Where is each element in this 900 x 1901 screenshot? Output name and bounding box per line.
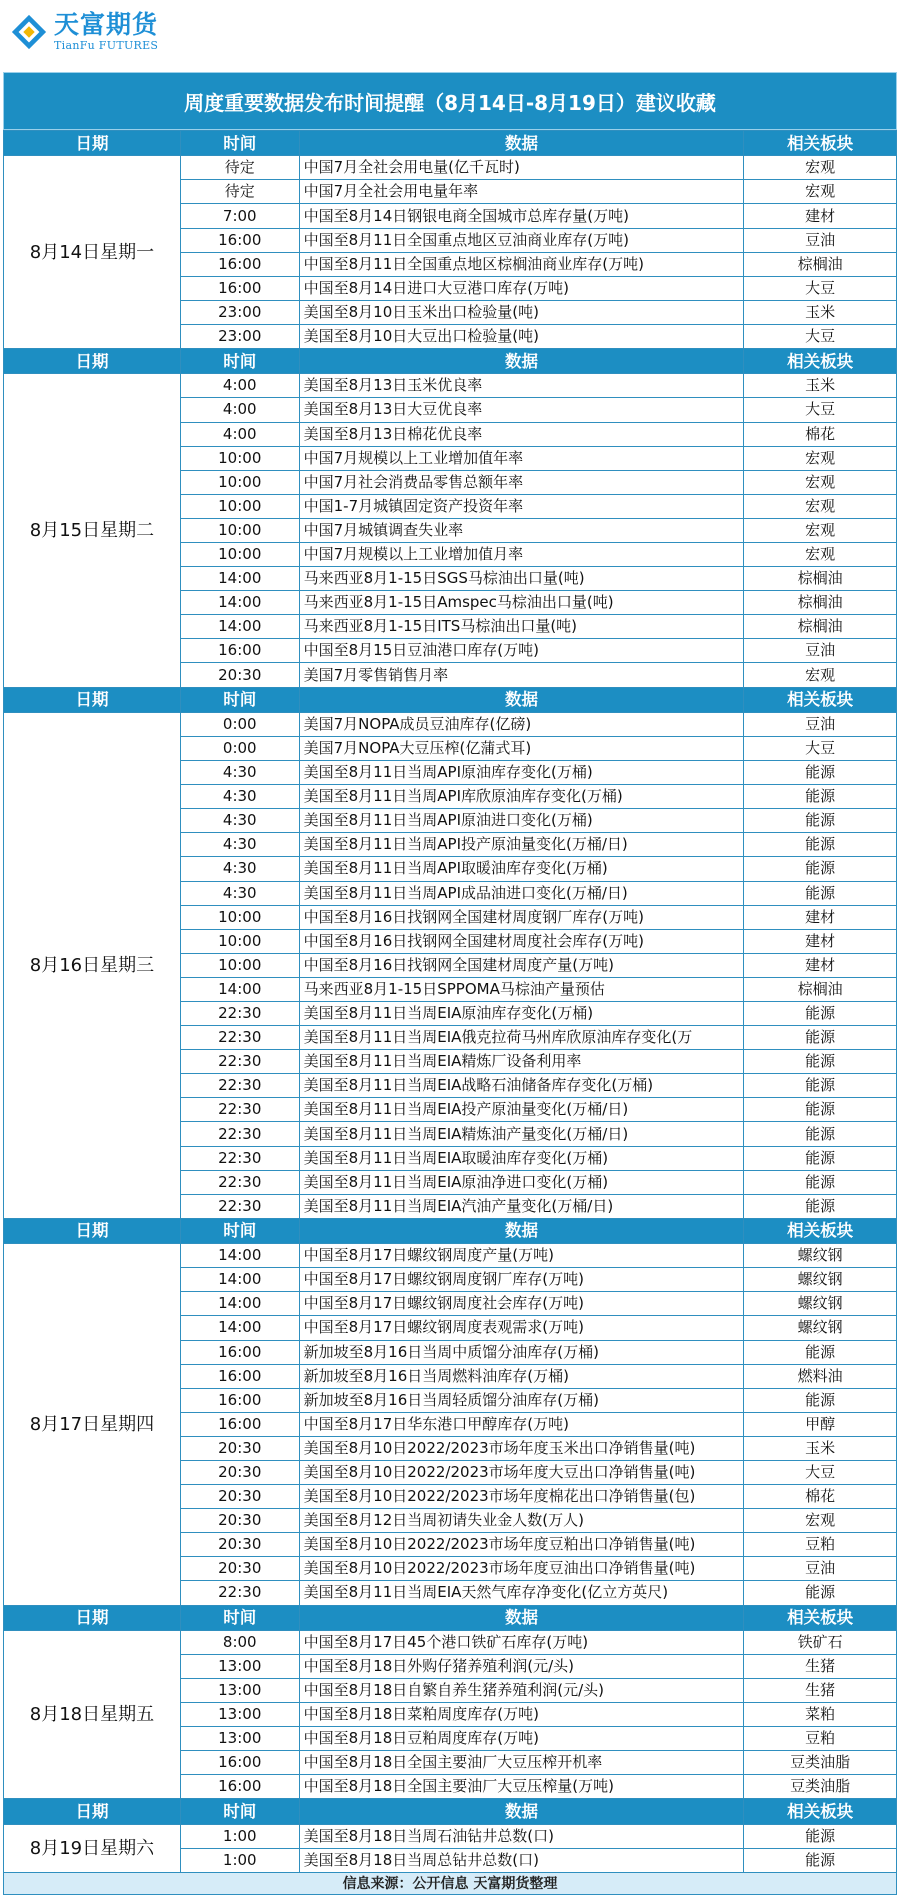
sector-tag: 菜粕	[744, 1703, 897, 1727]
section-header-row	[4, 1218, 897, 1243]
data-item: 中国7月规模以上工业增加值年率	[299, 446, 744, 470]
release-time: 14:00	[180, 591, 299, 615]
sector-tag: 豆油	[744, 1557, 897, 1581]
sector-tag: 大豆	[744, 324, 897, 348]
data-item: 美国至8月11日当周EIA天然气库存净变化(亿立方英尺)	[299, 1581, 744, 1605]
release-time: 4:00	[180, 422, 299, 446]
data-item: 美国至8月11日当周EIA原油库存变化(万桶)	[299, 1001, 744, 1025]
header-item: 数据	[299, 1799, 744, 1824]
sector-tag: 豆粕	[744, 1533, 897, 1557]
table-row	[4, 374, 897, 398]
data-item: 美国至8月13日大豆优良率	[299, 398, 744, 422]
data-item: 美国至8月18日当周总钻井总数(口)	[299, 1848, 744, 1872]
data-item: 美国至8月11日当周EIA投产原油量变化(万桶/日)	[299, 1098, 744, 1122]
data-item: 中国至8月17日螺纹钢周度表观需求(万吨)	[299, 1316, 744, 1340]
sector-tag: 能源	[744, 785, 897, 809]
data-item: 马来西亚8月1-15日Amspec马棕油出口量(吨)	[299, 591, 744, 615]
sector-tag: 棕榈油	[744, 977, 897, 1001]
release-time: 4:00	[180, 374, 299, 398]
release-time: 4:30	[180, 857, 299, 881]
sector-tag: 玉米	[744, 374, 897, 398]
sector-tag: 宏观	[744, 156, 897, 180]
release-time: 10:00	[180, 446, 299, 470]
release-time: 20:30	[180, 1436, 299, 1460]
data-item: 美国7月零售销售月率	[299, 663, 744, 687]
section-header-row	[4, 687, 897, 712]
release-time: 22:30	[180, 1026, 299, 1050]
header-time: 时间	[180, 1605, 299, 1630]
data-item: 中国1-7月城镇固定资产投资年率	[299, 494, 744, 518]
table-row	[4, 1244, 897, 1268]
release-time: 10:00	[180, 494, 299, 518]
data-item: 中国7月社会消费品零售总额年率	[299, 470, 744, 494]
release-time: 16:00	[180, 1364, 299, 1388]
data-item: 中国至8月17日华东港口甲醇库存(万吨)	[299, 1412, 744, 1436]
header-sector: 相关板块	[744, 1799, 897, 1824]
data-item: 中国至8月16日找钢网全国建材周度社会库存(万吨)	[299, 929, 744, 953]
release-time: 待定	[180, 156, 299, 180]
sector-tag: 棕榈油	[744, 567, 897, 591]
data-item: 美国至8月10日2022/2023市场年度棉花出口净销售量(包)	[299, 1485, 744, 1509]
release-time: 20:30	[180, 1533, 299, 1557]
section-header-row	[4, 1799, 897, 1824]
sector-tag: 能源	[744, 1194, 897, 1218]
release-time: 22:30	[180, 1146, 299, 1170]
sector-tag: 豆类油脂	[744, 1775, 897, 1799]
data-item: 中国至8月14日钢银电商全国城市总库存量(万吨)	[299, 204, 744, 228]
header-date: 日期	[4, 1799, 181, 1824]
brand-logo[interactable]	[10, 12, 158, 51]
table-row	[4, 156, 897, 180]
release-time: 16:00	[180, 1751, 299, 1775]
data-item: 马来西亚8月1-15日SPPOMA马棕油产量预估	[299, 977, 744, 1001]
release-time: 22:30	[180, 1122, 299, 1146]
data-item: 美国至8月10日2022/2023市场年度豆油出口净销售量(吨)	[299, 1557, 744, 1581]
sector-tag: 豆油	[744, 712, 897, 736]
header-item: 数据	[299, 1218, 744, 1243]
release-time: 23:00	[180, 324, 299, 348]
sector-tag: 能源	[744, 1122, 897, 1146]
data-item: 美国至8月11日当周EIA汽油产量变化(万桶/日)	[299, 1194, 744, 1218]
data-item: 美国至8月12日当周初请失业金人数(万人)	[299, 1509, 744, 1533]
day-label: 8月16日星期三	[4, 712, 181, 1218]
header-sector: 相关板块	[744, 131, 897, 156]
sector-tag: 宏观	[744, 543, 897, 567]
data-item: 马来西亚8月1-15日SGS马棕油出口量(吨)	[299, 567, 744, 591]
data-item: 中国至8月16日找钢网全国建材周度产量(万吨)	[299, 953, 744, 977]
header-date: 日期	[4, 687, 181, 712]
sector-tag: 宏观	[744, 470, 897, 494]
header-date: 日期	[4, 131, 181, 156]
data-item: 美国至8月11日当周API成品油进口变化(万桶/日)	[299, 881, 744, 905]
sector-tag: 螺纹钢	[744, 1268, 897, 1292]
data-item: 美国至8月11日当周API库欣原油库存变化(万桶)	[299, 785, 744, 809]
header-sector: 相关板块	[744, 1605, 897, 1630]
data-item: 中国至8月18日外购仔猪养殖利润(元/头)	[299, 1654, 744, 1678]
day-label: 8月15日星期二	[4, 374, 181, 687]
data-item: 中国7月全社会用电量(亿千瓦时)	[299, 156, 744, 180]
release-time: 10:00	[180, 470, 299, 494]
release-time: 14:00	[180, 1268, 299, 1292]
release-time: 4:30	[180, 833, 299, 857]
data-item: 中国至8月18日豆粕周度库存(万吨)	[299, 1727, 744, 1751]
sector-tag: 生猪	[744, 1679, 897, 1703]
data-item: 美国至8月13日棉花优良率	[299, 422, 744, 446]
release-time: 待定	[180, 180, 299, 204]
sector-tag: 螺纹钢	[744, 1292, 897, 1316]
release-time: 22:30	[180, 1074, 299, 1098]
data-item: 美国7月NOPA成员豆油库存(亿磅)	[299, 712, 744, 736]
release-time: 23:00	[180, 300, 299, 324]
release-time: 10:00	[180, 905, 299, 929]
data-item: 中国7月全社会用电量年率	[299, 180, 744, 204]
sector-tag: 建材	[744, 953, 897, 977]
sector-tag: 燃料油	[744, 1364, 897, 1388]
data-item: 美国至8月11日当周EIA精炼油产量变化(万桶/日)	[299, 1122, 744, 1146]
header-time: 时间	[180, 687, 299, 712]
sector-tag: 棕榈油	[744, 615, 897, 639]
release-time: 22:30	[180, 1050, 299, 1074]
release-time: 22:30	[180, 1098, 299, 1122]
header-item: 数据	[299, 349, 744, 374]
sector-tag: 玉米	[744, 1436, 897, 1460]
sector-tag: 能源	[744, 1098, 897, 1122]
sector-tag: 能源	[744, 1146, 897, 1170]
release-time: 10:00	[180, 929, 299, 953]
release-time: 1:00	[180, 1848, 299, 1872]
table-row	[4, 1824, 897, 1848]
sector-tag: 大豆	[744, 276, 897, 300]
sector-tag: 大豆	[744, 736, 897, 760]
release-time: 13:00	[180, 1727, 299, 1751]
data-item: 美国至8月11日当周API取暖油库存变化(万桶)	[299, 857, 744, 881]
sector-tag: 能源	[744, 1848, 897, 1872]
data-item: 美国至8月11日当周API原油库存变化(万桶)	[299, 761, 744, 785]
sector-tag: 建材	[744, 204, 897, 228]
sector-tag: 能源	[744, 1340, 897, 1364]
release-time: 0:00	[180, 712, 299, 736]
sector-tag: 能源	[744, 1050, 897, 1074]
sector-tag: 宏观	[744, 663, 897, 687]
data-item: 美国至8月10日2022/2023市场年度玉米出口净销售量(吨)	[299, 1436, 744, 1460]
header-item: 数据	[299, 687, 744, 712]
brand-name-en: TianFu FUTURES	[54, 39, 159, 52]
sector-tag: 玉米	[744, 300, 897, 324]
data-item: 新加坡至8月16日当周轻质馏分油库存(万桶)	[299, 1388, 744, 1412]
release-time: 14:00	[180, 567, 299, 591]
release-time: 20:30	[180, 1485, 299, 1509]
sector-tag: 铁矿石	[744, 1630, 897, 1654]
data-item: 美国至8月10日大豆出口检验量(吨)	[299, 324, 744, 348]
sector-tag: 宏观	[744, 518, 897, 542]
data-item: 中国至8月16日找钢网全国建材周度钢厂库存(万吨)	[299, 905, 744, 929]
sector-tag: 棕榈油	[744, 591, 897, 615]
header-time: 时间	[180, 131, 299, 156]
header-time: 时间	[180, 1218, 299, 1243]
header-item: 数据	[299, 1605, 744, 1630]
sector-tag: 建材	[744, 905, 897, 929]
release-time: 16:00	[180, 276, 299, 300]
release-time: 16:00	[180, 639, 299, 663]
sector-tag: 棉花	[744, 1485, 897, 1509]
sector-tag: 能源	[744, 881, 897, 905]
data-item: 新加坡至8月16日当周燃料油库存(万桶)	[299, 1364, 744, 1388]
release-time: 22:30	[180, 1194, 299, 1218]
data-item: 中国至8月11日全国重点地区棕榈油商业库存(万吨)	[299, 252, 744, 276]
release-time: 7:00	[180, 204, 299, 228]
sector-tag: 甲醇	[744, 1412, 897, 1436]
data-item: 美国至8月11日当周EIA俄克拉荷马州库欣原油库存变化(万	[299, 1026, 744, 1050]
sector-tag: 豆油	[744, 228, 897, 252]
day-label: 8月14日星期一	[4, 156, 181, 349]
release-time: 10:00	[180, 953, 299, 977]
source-footer: 信息来源：公开信息 天富期货整理	[3, 1873, 897, 1895]
release-time: 16:00	[180, 228, 299, 252]
data-item: 中国至8月18日全国主要油厂大豆压榨量(万吨)	[299, 1775, 744, 1799]
release-time: 16:00	[180, 252, 299, 276]
release-time: 4:30	[180, 761, 299, 785]
sector-tag: 豆粕	[744, 1727, 897, 1751]
sector-tag: 大豆	[744, 398, 897, 422]
sector-tag: 能源	[744, 1388, 897, 1412]
section-header-row	[4, 349, 897, 374]
data-item: 美国至8月10日2022/2023市场年度大豆出口净销售量(吨)	[299, 1460, 744, 1484]
data-item: 马来西亚8月1-15日ITS马棕油出口量(吨)	[299, 615, 744, 639]
header-time: 时间	[180, 349, 299, 374]
table-row	[4, 1630, 897, 1654]
data-item: 中国至8月17日螺纹钢周度产量(万吨)	[299, 1244, 744, 1268]
sector-tag: 能源	[744, 809, 897, 833]
release-time: 4:30	[180, 785, 299, 809]
sector-tag: 豆类油脂	[744, 1751, 897, 1775]
release-time: 13:00	[180, 1703, 299, 1727]
data-item: 中国至8月18日自繁自养生猪养殖利润(元/头)	[299, 1679, 744, 1703]
release-time: 16:00	[180, 1388, 299, 1412]
sector-tag: 螺纹钢	[744, 1244, 897, 1268]
table-row	[4, 712, 897, 736]
page-title: 周度重要数据发布时间提醒（8月14日-8月19日）建议收藏	[3, 72, 897, 130]
release-time: 14:00	[180, 615, 299, 639]
release-time: 10:00	[180, 543, 299, 567]
header-item: 数据	[299, 131, 744, 156]
sector-tag: 宏观	[744, 180, 897, 204]
sector-tag: 能源	[744, 1581, 897, 1605]
data-item: 中国至8月17日螺纹钢周度社会库存(万吨)	[299, 1292, 744, 1316]
sector-tag: 螺纹钢	[744, 1316, 897, 1340]
schedule-table	[3, 130, 897, 1873]
sector-tag: 宏观	[744, 446, 897, 470]
data-item: 美国至8月10日2022/2023市场年度豆粕出口净销售量(吨)	[299, 1533, 744, 1557]
data-item: 美国至8月10日玉米出口检验量(吨)	[299, 300, 744, 324]
release-time: 16:00	[180, 1412, 299, 1436]
release-time: 1:00	[180, 1824, 299, 1848]
release-time: 8:00	[180, 1630, 299, 1654]
release-time: 4:30	[180, 881, 299, 905]
header-sector: 相关板块	[744, 687, 897, 712]
data-item: 中国至8月18日全国主要油厂大豆压榨开机率	[299, 1751, 744, 1775]
data-item: 美国至8月13日玉米优良率	[299, 374, 744, 398]
sector-tag: 棉花	[744, 422, 897, 446]
release-time: 20:30	[180, 1509, 299, 1533]
day-label: 8月19日星期六	[4, 1824, 181, 1872]
release-time: 13:00	[180, 1679, 299, 1703]
data-item: 中国至8月15日豆油港口库存(万吨)	[299, 639, 744, 663]
data-item: 美国至8月11日当周API原油进口变化(万桶)	[299, 809, 744, 833]
header-sector: 相关板块	[744, 1218, 897, 1243]
sector-tag: 能源	[744, 1170, 897, 1194]
data-item: 中国至8月14日进口大豆港口库存(万吨)	[299, 276, 744, 300]
sector-tag: 大豆	[744, 1460, 897, 1484]
release-time: 0:00	[180, 736, 299, 760]
sector-tag: 豆油	[744, 639, 897, 663]
sector-tag: 能源	[744, 857, 897, 881]
sector-tag: 宏观	[744, 494, 897, 518]
data-item: 新加坡至8月16日当周中质馏分油库存(万桶)	[299, 1340, 744, 1364]
data-item: 美国至8月11日当周API投产原油量变化(万桶/日)	[299, 833, 744, 857]
release-time: 16:00	[180, 1340, 299, 1364]
sector-tag: 宏观	[744, 1509, 897, 1533]
sector-tag: 能源	[744, 1074, 897, 1098]
header-date: 日期	[4, 349, 181, 374]
release-time: 13:00	[180, 1654, 299, 1678]
release-time: 22:30	[180, 1170, 299, 1194]
sector-tag: 生猪	[744, 1654, 897, 1678]
release-time: 16:00	[180, 1775, 299, 1799]
data-item: 美国至8月11日当周EIA战略石油储备库存变化(万桶)	[299, 1074, 744, 1098]
brand-name: 天富期货	[54, 10, 159, 39]
header-sector: 相关板块	[744, 349, 897, 374]
release-time: 14:00	[180, 977, 299, 1001]
release-time: 22:30	[180, 1001, 299, 1025]
data-item: 中国至8月18日菜粕周度库存(万吨)	[299, 1703, 744, 1727]
sector-tag: 能源	[744, 833, 897, 857]
data-item: 美国至8月11日当周EIA精炼厂设备利用率	[299, 1050, 744, 1074]
header-date: 日期	[4, 1218, 181, 1243]
header	[0, 0, 900, 72]
sector-tag: 能源	[744, 1824, 897, 1848]
day-label: 8月18日星期五	[4, 1630, 181, 1799]
day-label: 8月17日星期四	[4, 1244, 181, 1605]
header-date: 日期	[4, 1605, 181, 1630]
release-time: 4:30	[180, 809, 299, 833]
release-time: 20:30	[180, 663, 299, 687]
release-time: 14:00	[180, 1244, 299, 1268]
section-header-row	[4, 1605, 897, 1630]
brand-diamond-icon	[10, 13, 48, 51]
release-time: 4:00	[180, 398, 299, 422]
data-item: 美国至8月18日当周石油钻井总数(口)	[299, 1824, 744, 1848]
data-item: 中国7月城镇调查失业率	[299, 518, 744, 542]
release-time: 14:00	[180, 1292, 299, 1316]
release-time: 10:00	[180, 518, 299, 542]
section-header-row	[4, 131, 897, 156]
data-item: 美国7月NOPA大豆压榨(亿蒲式耳)	[299, 736, 744, 760]
data-item: 中国至8月11日全国重点地区豆油商业库存(万吨)	[299, 228, 744, 252]
release-time: 20:30	[180, 1460, 299, 1484]
data-item: 中国至8月17日45个港口铁矿石库存(万吨)	[299, 1630, 744, 1654]
header-time: 时间	[180, 1799, 299, 1824]
sector-tag: 能源	[744, 1001, 897, 1025]
data-item: 中国7月规模以上工业增加值月率	[299, 543, 744, 567]
data-item: 中国至8月17日螺纹钢周度钢厂库存(万吨)	[299, 1268, 744, 1292]
release-time: 20:30	[180, 1557, 299, 1581]
data-item: 美国至8月11日当周EIA原油净进口变化(万桶)	[299, 1170, 744, 1194]
data-item: 美国至8月11日当周EIA取暖油库存变化(万桶)	[299, 1146, 744, 1170]
sector-tag: 能源	[744, 1026, 897, 1050]
release-time: 14:00	[180, 1316, 299, 1340]
sector-tag: 能源	[744, 761, 897, 785]
sector-tag: 棕榈油	[744, 252, 897, 276]
release-time: 22:30	[180, 1581, 299, 1605]
sector-tag: 建材	[744, 929, 897, 953]
